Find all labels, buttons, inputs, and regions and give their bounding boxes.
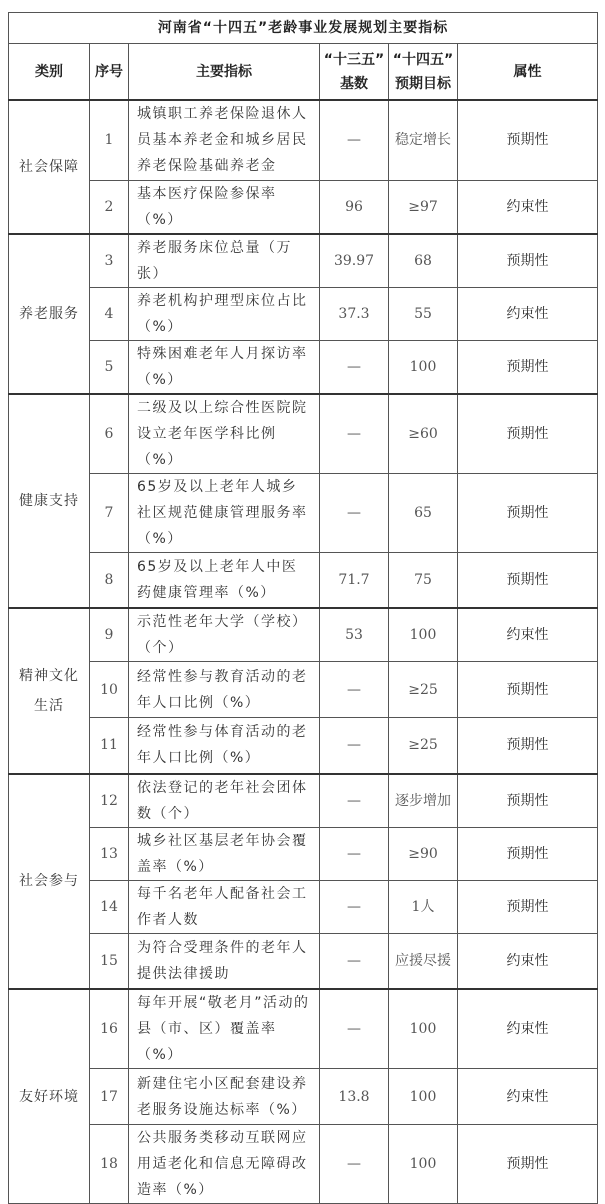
attribute-cell: 预期性 — [458, 473, 598, 552]
row-number: 15 — [90, 933, 129, 989]
row-number: 9 — [90, 608, 129, 662]
table-row — [9, 718, 598, 774]
attribute-cell: 约束性 — [458, 608, 598, 662]
target-value: 55 — [389, 287, 458, 340]
row-number: 17 — [90, 1069, 129, 1125]
base-value: 13.8 — [320, 1069, 389, 1125]
base-value: — — [320, 718, 389, 774]
table-row — [9, 100, 598, 180]
table-row — [9, 473, 598, 552]
attribute-cell: 约束性 — [458, 180, 598, 234]
indicator-cell: 基本医疗保险参保率（%） — [129, 180, 320, 234]
row-number: 3 — [90, 234, 129, 288]
attribute-cell: 预期性 — [458, 394, 598, 474]
indicator-cell: 新建住宅小区配套建设养老服务设施达标率（%） — [129, 1069, 320, 1125]
row-number: 1 — [90, 100, 129, 180]
attribute-cell: 预期性 — [458, 1125, 598, 1204]
table-row — [9, 1125, 598, 1204]
table-row — [9, 774, 598, 828]
table-body — [9, 100, 598, 1204]
table-row — [9, 180, 598, 234]
target-value: ≥97 — [389, 180, 458, 234]
base-value: — — [320, 774, 389, 828]
row-number: 13 — [90, 827, 129, 880]
indicator-cell: 公共服务类移动互联网应用适老化和信息无障碍改造率（%） — [129, 1125, 320, 1204]
target-value: 68 — [389, 234, 458, 288]
row-number: 16 — [90, 989, 129, 1069]
indicator-cell: 城乡社区基层老年协会覆盖率（%） — [129, 827, 320, 880]
row-number: 2 — [90, 180, 129, 234]
row-number: 8 — [90, 552, 129, 608]
table-title: 河南省“十四五”老龄事业发展规划主要指标 — [9, 13, 598, 44]
attribute-cell: 预期性 — [458, 827, 598, 880]
attribute-cell: 约束性 — [458, 1069, 598, 1125]
target-value: 100 — [389, 1125, 458, 1204]
target-value: 100 — [389, 1069, 458, 1125]
base-value: — — [320, 989, 389, 1069]
base-value: — — [320, 340, 389, 394]
base-value: — — [320, 1125, 389, 1204]
row-number: 14 — [90, 880, 129, 933]
target-value: 稳定增长 — [389, 100, 458, 180]
base-value: — — [320, 662, 389, 718]
table-row — [9, 880, 598, 933]
table-row — [9, 608, 598, 662]
base-value: — — [320, 933, 389, 989]
row-number: 7 — [90, 473, 129, 552]
indicator-cell: 依法登记的老年社会团体数（个） — [129, 774, 320, 828]
attribute-cell: 约束性 — [458, 989, 598, 1069]
attribute-cell: 预期性 — [458, 234, 598, 288]
indicator-cell: 示范性老年大学（学校）（个） — [129, 608, 320, 662]
indicator-cell: 为符合受理条件的老年人提供法律援助 — [129, 933, 320, 989]
table-row — [9, 394, 598, 474]
base-value: — — [320, 880, 389, 933]
header-category: 类别 — [9, 44, 90, 101]
attribute-cell: 约束性 — [458, 287, 598, 340]
row-number: 18 — [90, 1125, 129, 1204]
table-row — [9, 989, 598, 1069]
base-value: 39.97 — [320, 234, 389, 288]
table-row — [9, 340, 598, 394]
table-row — [9, 552, 598, 608]
indicator-cell: 城镇职工养老保险退休人员基本养老金和城乡居民养老保险基础养老金 — [129, 100, 320, 180]
base-value: — — [320, 394, 389, 474]
table-row — [9, 234, 598, 288]
base-value: 53 — [320, 608, 389, 662]
category-cell: 健康支持 — [9, 394, 90, 609]
indicator-cell: 特殊困难老年人月探访率（%） — [129, 340, 320, 394]
header-base-line2: 基数 — [340, 75, 368, 92]
row-number: 10 — [90, 662, 129, 718]
table-row — [9, 1069, 598, 1125]
attribute-cell: 预期性 — [458, 552, 598, 608]
indicator-cell: 养老机构护理型床位占比（%） — [129, 287, 320, 340]
base-value: 37.3 — [320, 287, 389, 340]
indicator-cell: 养老服务床位总量（万张） — [129, 234, 320, 288]
indicators-table — [8, 12, 598, 1204]
indicator-cell: 经常性参与体育活动的老年人口比例（%） — [129, 718, 320, 774]
table-row — [9, 287, 598, 340]
attribute-cell: 预期性 — [458, 340, 598, 394]
base-value: — — [320, 100, 389, 180]
target-value: ≥90 — [389, 827, 458, 880]
base-value: 71.7 — [320, 552, 389, 608]
target-value: ≥25 — [389, 718, 458, 774]
category-cell: 友好环境 — [9, 989, 90, 1204]
header-target-line2: 预期目标 — [395, 75, 451, 92]
category-cell: 社会保障 — [9, 100, 90, 234]
target-value: 65 — [389, 473, 458, 552]
indicator-cell: 65岁及以上老年人城乡社区规范健康管理服务率（%） — [129, 473, 320, 552]
target-value: 75 — [389, 552, 458, 608]
table-row — [9, 662, 598, 718]
table-row — [9, 933, 598, 989]
header-attr: 属性 — [458, 44, 598, 101]
target-value: 逐步增加 — [389, 774, 458, 828]
base-value: — — [320, 827, 389, 880]
indicator-cell: 每年开展“敬老月”活动的县（市、区）覆盖率（%） — [129, 989, 320, 1069]
row-number: 12 — [90, 774, 129, 828]
attribute-cell: 预期性 — [458, 880, 598, 933]
target-value: 100 — [389, 989, 458, 1069]
indicator-cell: 每千名老年人配备社会工作者人数 — [129, 880, 320, 933]
attribute-cell: 预期性 — [458, 718, 598, 774]
header-indicator: 主要指标 — [129, 44, 320, 101]
indicator-cell: 二级及以上综合性医院院设立老年医学科比例（%） — [129, 394, 320, 474]
target-value: 1人 — [389, 880, 458, 933]
row-number: 6 — [90, 394, 129, 474]
category-cell: 社会参与 — [9, 774, 90, 990]
header-base — [320, 44, 389, 101]
row-number: 4 — [90, 287, 129, 340]
indicator-cell: 65岁及以上老年人中医药健康管理率（%） — [129, 552, 320, 608]
base-value: — — [320, 473, 389, 552]
row-number: 5 — [90, 340, 129, 394]
indicator-cell: 经常性参与教育活动的老年人口比例（%） — [129, 662, 320, 718]
target-value: 100 — [389, 340, 458, 394]
target-value: ≥25 — [389, 662, 458, 718]
table-row — [9, 827, 598, 880]
header-target — [389, 44, 458, 101]
category-cell: 精神文化生活 — [9, 608, 90, 774]
row-number: 11 — [90, 718, 129, 774]
attribute-cell: 预期性 — [458, 662, 598, 718]
target-value: 应援尽援 — [389, 933, 458, 989]
attribute-cell: 预期性 — [458, 100, 598, 180]
header-target-line1: “十四五” — [392, 51, 454, 68]
base-value: 96 — [320, 180, 389, 234]
attribute-cell: 约束性 — [458, 933, 598, 989]
category-cell: 养老服务 — [9, 234, 90, 394]
attribute-cell: 预期性 — [458, 774, 598, 828]
header-base-line1: “十三五” — [323, 51, 385, 68]
target-value: 100 — [389, 608, 458, 662]
header-no: 序号 — [90, 44, 129, 101]
target-value: ≥60 — [389, 394, 458, 474]
